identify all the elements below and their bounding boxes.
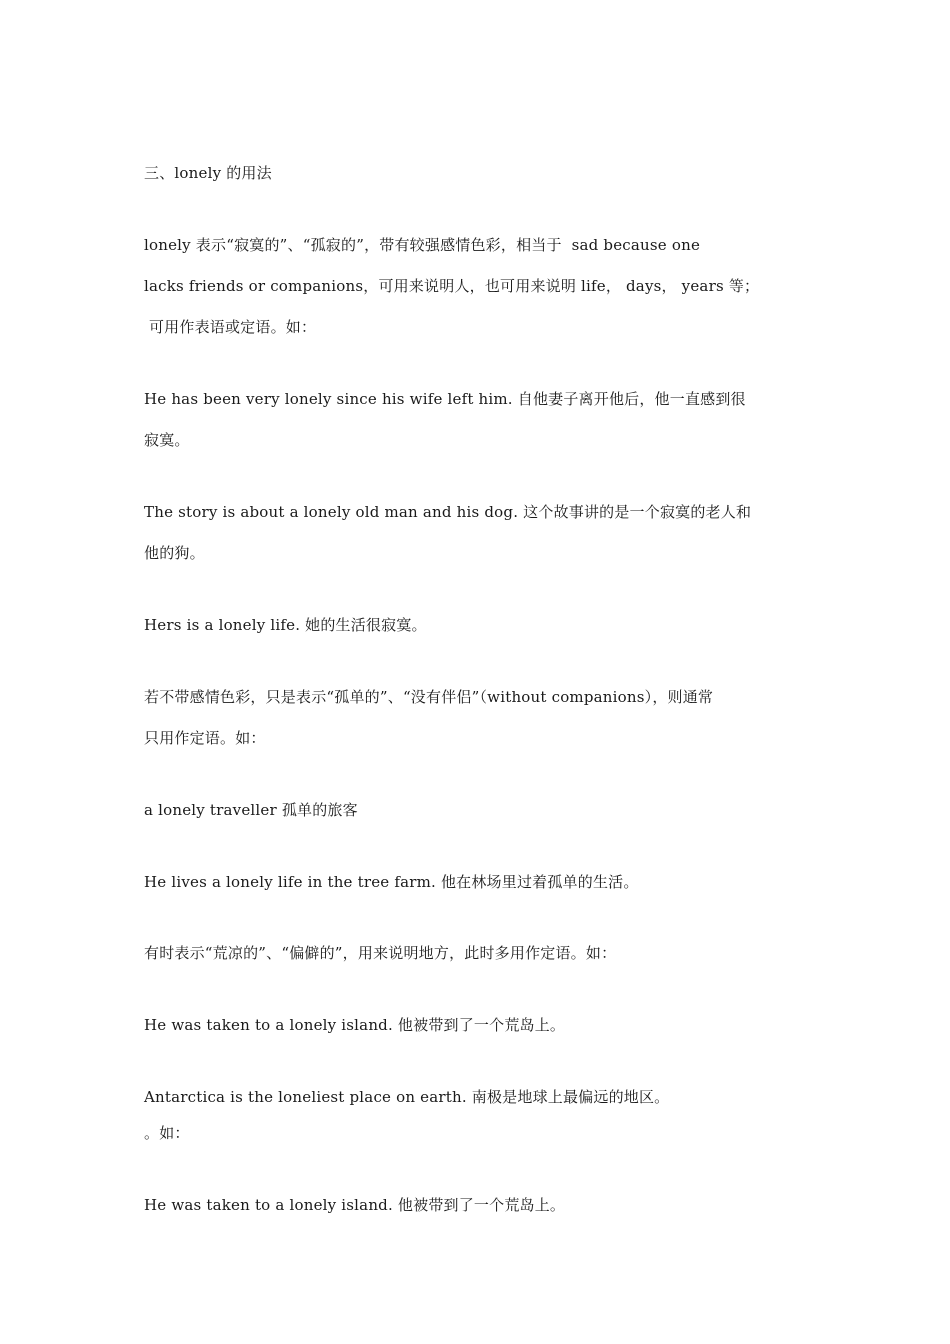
example-sentence: a lonely traveller 孤单的旅客 — [144, 801, 358, 819]
paragraph-line: 。如： — [144, 1124, 190, 1142]
example-sentence: Antarctica is the loneliest place on earth. 南极是地球上最偏远的地区。 — [144, 1088, 670, 1106]
paragraph-line: 只用作定语。如： — [144, 729, 266, 747]
paragraph-line: 若不带感情色彩，只是表示“孤单的”、“没有伴侣”（without companions），则通常 — [144, 688, 714, 706]
example-sentence: 寂寞。 — [144, 431, 190, 449]
paragraph-line: lonely 表示“寂寞的”、“孤寂的”，带有较强感情色彩，相当于 sad because one — [144, 236, 701, 254]
example-sentence: He was taken to a lonely island. 他被带到了一个荒岛上。 — [144, 1196, 566, 1214]
paragraph-line: lacks friends or companions，可用来说明人，也可用来说明 life， days， years 等； — [144, 277, 760, 295]
paragraph-line: 有时表示“荒凉的”、“偏僻的”，用来说明地方，此时多用作定语。如： — [144, 944, 617, 962]
example-sentence: He was taken to a lonely island. 他被带到了一个荒岛上。 — [144, 1016, 566, 1034]
example-sentence: He has been very lonely since his wife left him. 自他妻子离开他后，他一直感到很 — [144, 390, 746, 408]
example-sentence: Hers is a lonely life. 她的生活很寂寞。 — [144, 616, 427, 634]
example-sentence: 他的狗。 — [144, 544, 205, 562]
section-heading: 三、lonely 的用法 — [144, 164, 272, 182]
example-sentence: The story is about a lonely old man and his dog. 这个故事讲的是一个寂寞的老人和 — [144, 503, 752, 521]
paragraph-line: 可用作表语或定语。如： — [144, 318, 317, 336]
example-sentence: He lives a lonely life in the tree farm. 他在林场里过着孤单的生活。 — [144, 873, 639, 891]
